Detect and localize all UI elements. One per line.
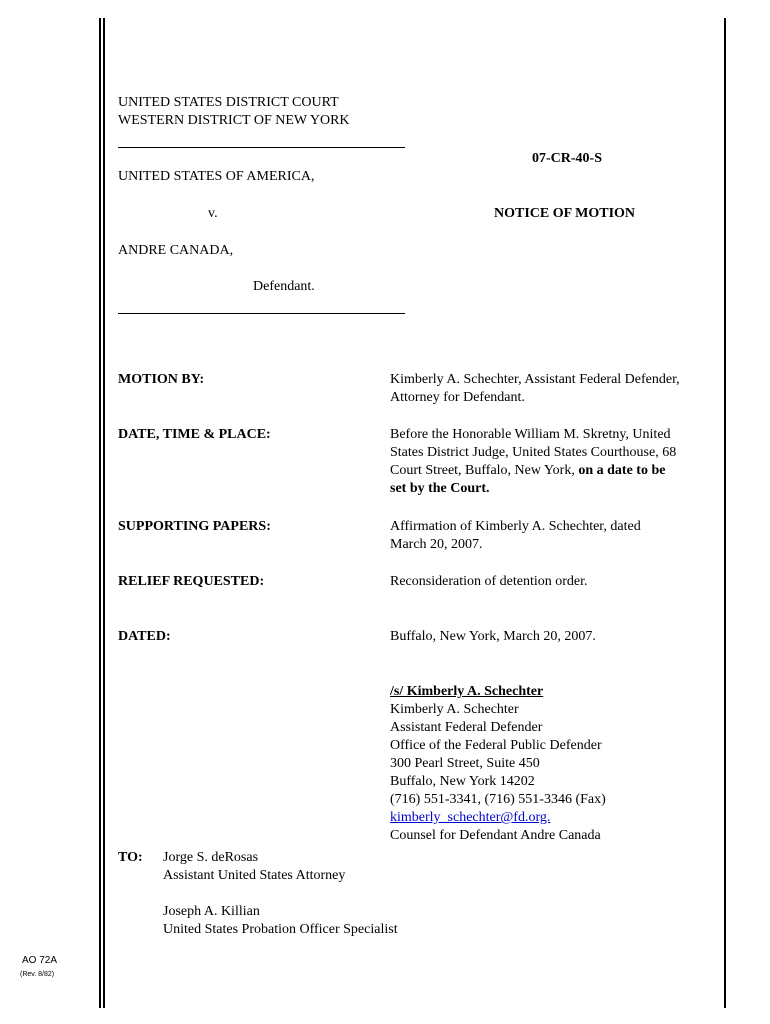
caption-defendant-role: Defendant. xyxy=(253,279,315,294)
caption-top-rule xyxy=(118,147,405,148)
field-label-dated: DATED: xyxy=(118,629,171,644)
signer-role: Counsel for Defendant Andre Canada xyxy=(390,828,601,843)
field-value-motion-by xyxy=(390,371,680,407)
signer-phone: (716) 551-3341, (716) 551-3346 (Fax) xyxy=(390,792,606,807)
right-margin-rule xyxy=(724,18,726,1008)
recipient-title: Assistant United States Attorney xyxy=(163,868,346,883)
field-label-relief-requested: RELIEF REQUESTED: xyxy=(118,574,265,589)
field-value-text: Court Street, Buffalo, New York, xyxy=(390,463,579,478)
signer-city: Buffalo, New York 14202 xyxy=(390,774,535,789)
field-value-date-time-place xyxy=(390,426,676,498)
signer-name: Kimberly A. Schechter xyxy=(390,702,519,717)
caption-defendant: ANDRE CANADA, xyxy=(118,243,234,258)
recipient-name: Joseph A. Killian xyxy=(163,904,260,919)
recipient-title: United States Probation Officer Specialist xyxy=(163,922,398,937)
field-value-dated xyxy=(390,628,596,646)
recipient-2 xyxy=(163,903,398,939)
field-value-line: Attorney for Defendant. xyxy=(390,390,525,405)
recipient-name: Jorge S. deRosas xyxy=(163,850,259,865)
field-value-line xyxy=(390,462,676,480)
form-code: AO 72A xyxy=(22,955,58,966)
caption-plaintiff: UNITED STATES OF AMERICA, xyxy=(118,169,315,184)
caption-bottom-rule xyxy=(118,313,405,314)
court-name: UNITED STATES DISTRICT COURT xyxy=(118,95,339,110)
caption-versus: v. xyxy=(208,206,218,221)
field-value-line: Kimberly A. Schechter, Assistant Federal Defender, xyxy=(390,372,680,387)
field-label-motion-by: MOTION BY: xyxy=(118,372,205,387)
signer-email-link[interactable]: kimberly_schechter@fd.org. xyxy=(390,810,551,825)
field-label-date-time-place: DATE, TIME & PLACE: xyxy=(118,427,271,442)
field-value-line: March 20, 2007. xyxy=(390,537,483,552)
form-revision: (Rev. 8/82) xyxy=(20,971,55,978)
electronic-signature: /s/ Kimberly A. Schechter xyxy=(390,684,544,699)
field-value-line: Affirmation of Kimberly A. Schechter, dated xyxy=(390,519,641,534)
field-value-line: Reconsideration of detention order. xyxy=(390,574,588,589)
field-value-bold-text: on a date to be xyxy=(578,463,666,478)
field-value-line: Before the Honorable William M. Skretny, United xyxy=(390,427,671,442)
left-margin-rule-inner xyxy=(103,18,105,1008)
signer-office: Office of the Federal Public Defender xyxy=(390,738,602,753)
field-value-relief-requested xyxy=(390,573,588,591)
field-value-supporting-papers xyxy=(390,518,641,554)
document-title: NOTICE OF MOTION xyxy=(494,206,636,221)
court-district: WESTERN DISTRICT OF NEW YORK xyxy=(118,113,350,128)
signer-title: Assistant Federal Defender xyxy=(390,720,543,735)
signature-block xyxy=(390,683,606,845)
field-value-line: Buffalo, New York, March 20, 2007. xyxy=(390,629,596,644)
recipient-1 xyxy=(163,849,345,885)
field-value-line: set by the Court. xyxy=(390,481,490,496)
field-value-line: States District Judge, United States Courthouse, 68 xyxy=(390,445,677,460)
to-label: TO: xyxy=(118,850,143,865)
left-margin-rule xyxy=(99,18,101,1008)
signer-street: 300 Pearl Street, Suite 450 xyxy=(390,756,540,771)
field-label-supporting-papers: SUPPORTING PAPERS: xyxy=(118,519,271,534)
case-number: 07-CR-40-S xyxy=(532,151,602,166)
